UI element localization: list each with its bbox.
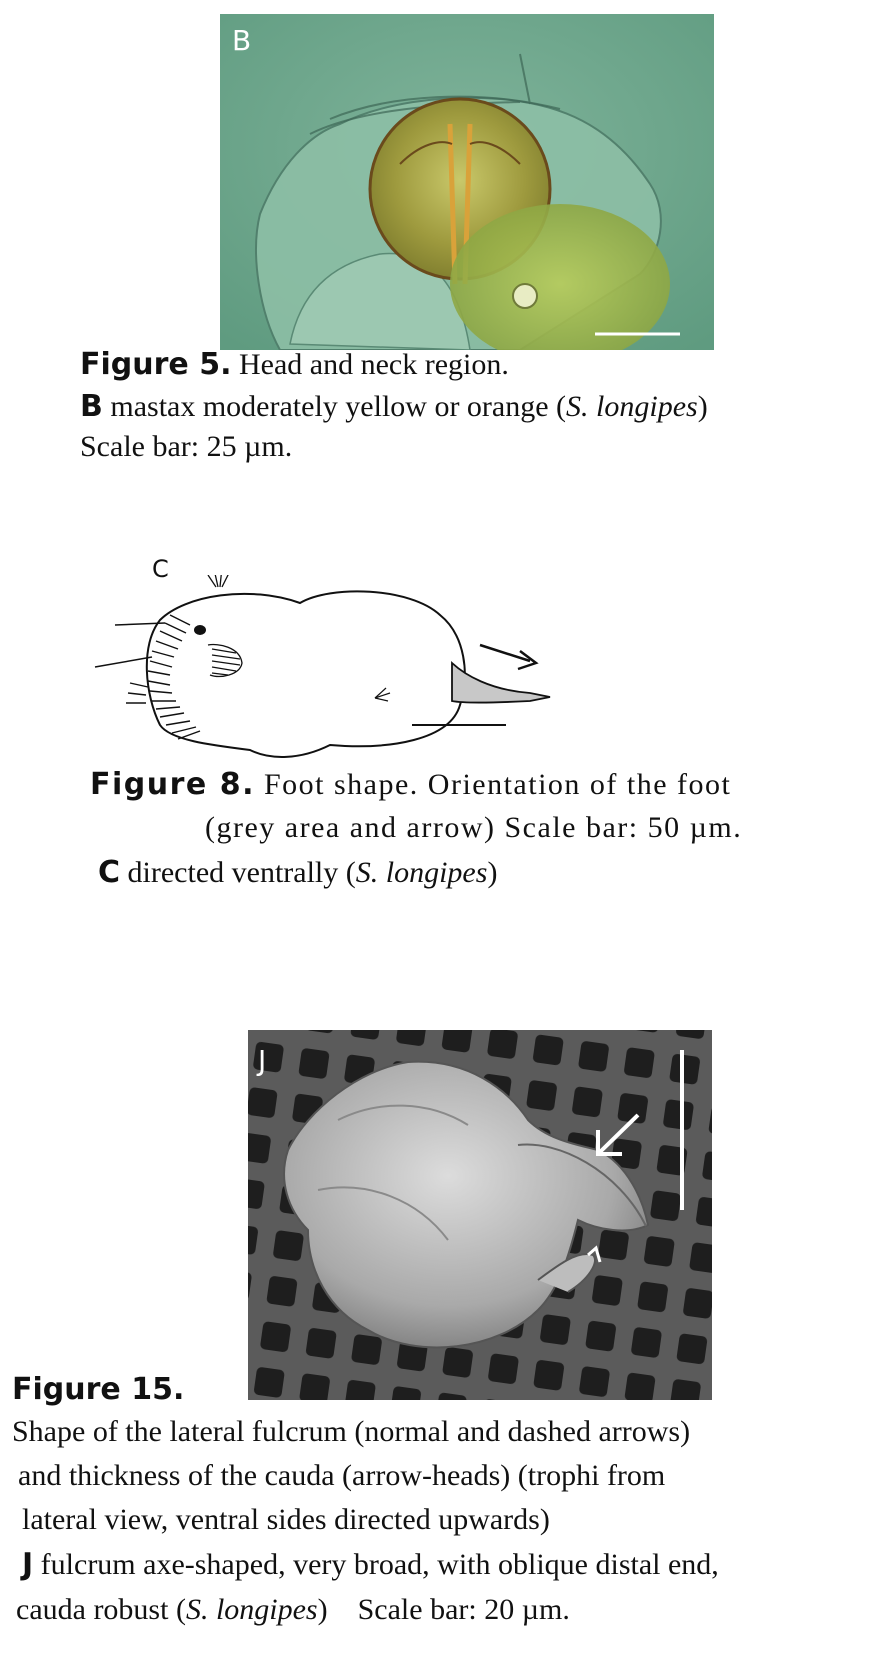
panel-letter-j: J bbox=[258, 1044, 267, 1077]
figure-8-label: Figure 8. bbox=[90, 767, 255, 802]
figure-8-drawing bbox=[90, 555, 590, 775]
trophi-sem-photo bbox=[248, 1030, 712, 1400]
figure-5-micrograph bbox=[220, 14, 714, 350]
figure-15-label: Figure 15. bbox=[12, 1372, 185, 1407]
figure-5-caption-line3: Scale bar: 25 µm. bbox=[80, 430, 293, 463]
figure-5-caption-title: Figure 5. Head and neck region. bbox=[80, 347, 509, 382]
figure-15-caption-line3: lateral view, ventral sides directed upwards) bbox=[22, 1503, 550, 1536]
figure-8-caption-line2: (grey area and arrow) Scale bar: 50 µm. bbox=[205, 811, 743, 844]
figure-8-caption-line3: C directed ventrally (S. longipes) bbox=[98, 855, 498, 890]
foot-shape-drawing bbox=[90, 575, 590, 775]
figure-15-caption-title bbox=[12, 1370, 184, 1410]
figure-15-caption-line1: Shape of the lateral fulcrum (normal and dashed arrows) bbox=[12, 1415, 691, 1448]
figure-5-label: Figure 5. bbox=[80, 347, 232, 382]
panel-letter-c: C bbox=[152, 555, 169, 583]
figure-8-caption-title: Figure 8. Foot shape. Orientation of the foot bbox=[90, 767, 732, 802]
figure-15-caption-line5: cauda robust (S. longipes) Scale bar: 20 µm. bbox=[16, 1593, 570, 1626]
figure-15-caption-line2: and thickness of the cauda (arrow-heads) (trophi from bbox=[18, 1459, 666, 1492]
figure-15-sem bbox=[248, 1030, 712, 1400]
figure-5-caption-line2: B mastax moderately yellow or orange (S. longipes) bbox=[80, 389, 708, 424]
panel-letter-b: B bbox=[232, 24, 252, 57]
figure-15-caption-line4: J fulcrum axe-shaped, very broad, with oblique distal end, bbox=[22, 1547, 719, 1582]
mastax-photo bbox=[220, 14, 714, 350]
